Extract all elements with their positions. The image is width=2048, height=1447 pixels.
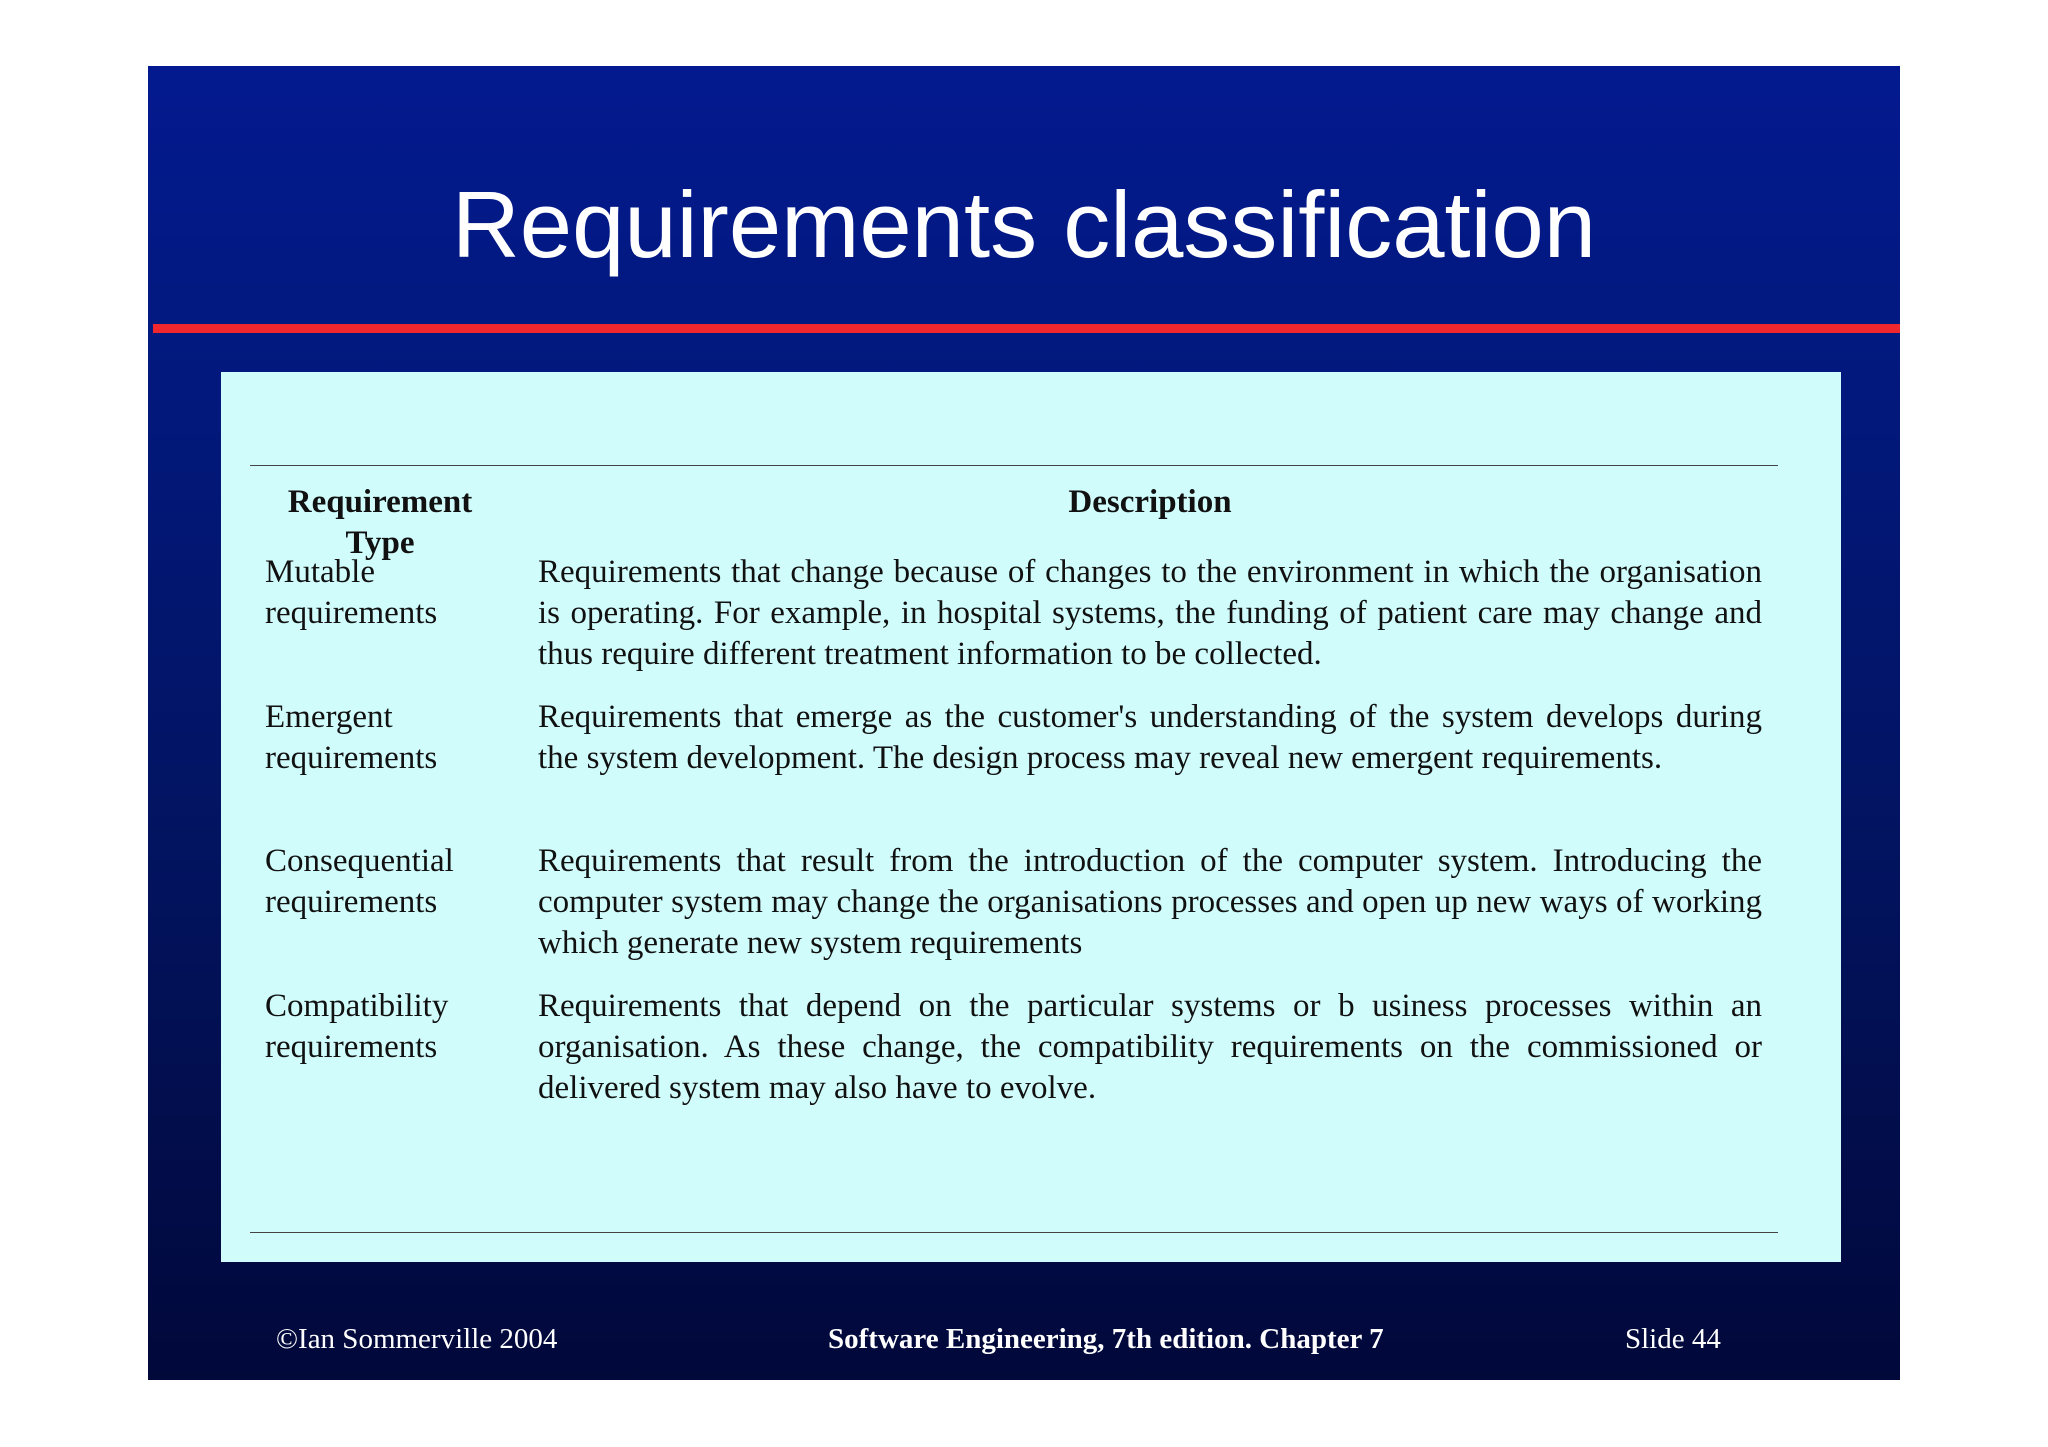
requirements-table-panel — [221, 372, 1841, 1262]
row-requirement-type: Consequential requirements — [265, 843, 454, 920]
row-description: Requirements that change because of changes to the environment in which the organisation is operating. For example, in hospital systems, the funding of patient care may change and thus require different treatment information to be collected. — [538, 554, 1762, 672]
table-top-rule — [250, 465, 1778, 466]
header-requirement-type: Requirement Type — [287, 484, 473, 561]
footer-copyright: ©Ian Sommerville 2004 — [276, 1323, 558, 1355]
row-description: Requirements that result from the introduction of the computer system. Introducing the computer system may change the organisations processes and open up new ways of working which generate new system requirements — [538, 843, 1762, 961]
footer-book-title: Software Engineering, 7th edition. Chapter 7 — [828, 1323, 1384, 1355]
footer-slide-number: Slide 44 — [1625, 1323, 1721, 1355]
row-description: Requirements that emerge as the customer's understanding of the system develops during the system development. The design process may reveal new emergent requirements. — [538, 699, 1762, 776]
row-requirement-type: Mutable requirements — [265, 554, 438, 631]
row-description: Requirements that depend on the particular systems or b usiness processes within an organisation. As these change, the compatibility requirements on the commissioned or delivered system may also have to evolve. — [538, 988, 1762, 1106]
header-description: Description — [1068, 484, 1232, 520]
table-bottom-rule — [250, 1232, 1778, 1233]
row-requirement-type: Emergent requirements — [265, 699, 438, 776]
row-requirement-type: Compatibility requirements — [265, 988, 449, 1065]
slide-title: Requirements classification — [451, 172, 1597, 277]
slide — [148, 66, 1900, 1380]
title-underline — [153, 324, 1900, 333]
